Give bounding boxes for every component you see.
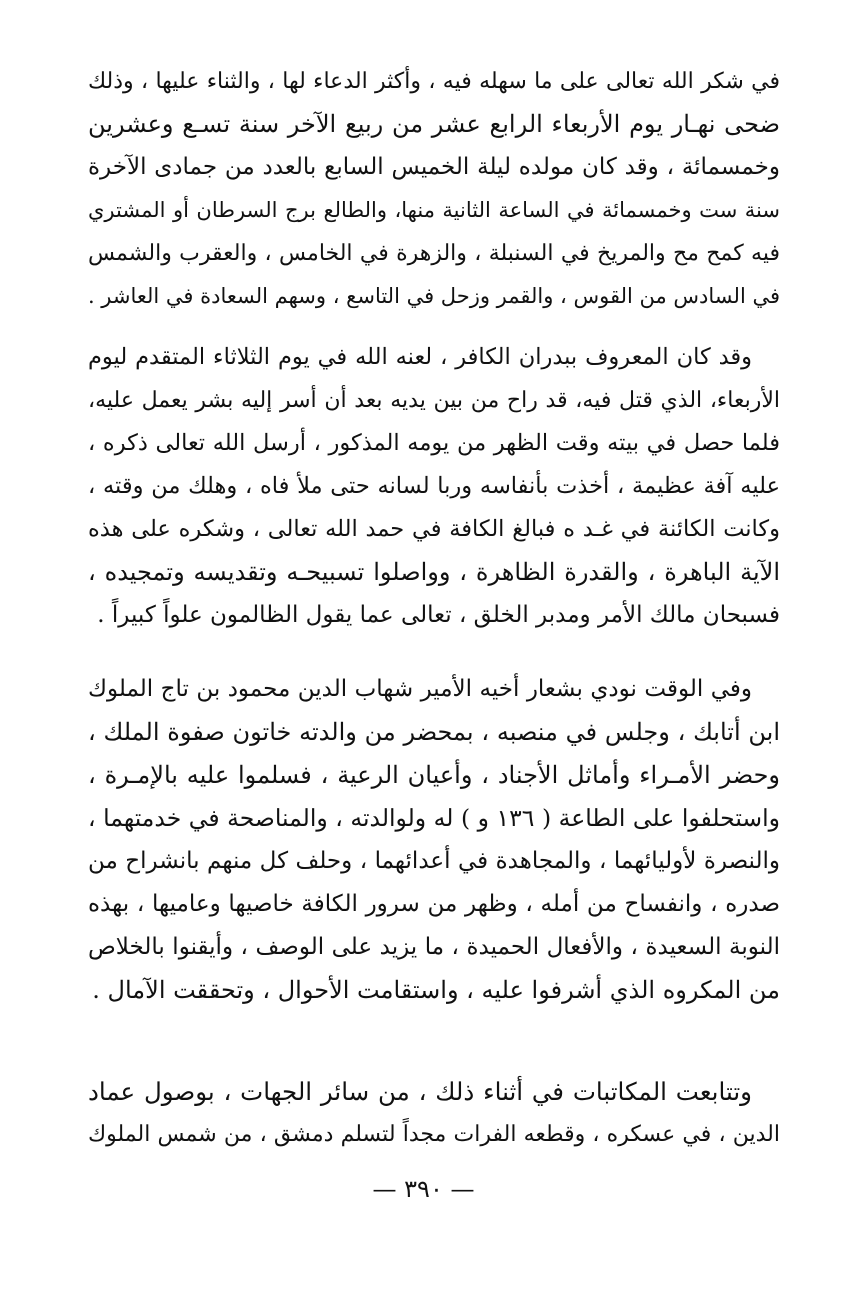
text-line: وقد كان المعروف ببدران الكافر ، لعنه الله في يوم الثلاثاء المتقدم ليوم: [88, 344, 752, 370]
text-line: سنة ست وخمسمائة في الساعة الثانية منها، والطالع برج السرطان أو المشتري: [88, 198, 780, 222]
text-line: عليه آفة عظيمة ، أخذت بأنفاسه وربا لسانه حتى ملأ فاه ، وهلك من وقته ،: [88, 473, 780, 499]
page-number: — ٣٩٠ —: [372, 1175, 475, 1203]
text-line: فسبحان مالك الأمر ومدبر الخلق ، تعالى عما يقول الظالمون علواً كبيراً .: [97, 602, 780, 628]
text-line: الدين ، في عسكره ، وقطعه الفرات مجداً لتسلم دمشق ، من شمس الملوك: [88, 1122, 780, 1147]
text-line: النوبة السعيدة ، والأفعال الحميدة ، ما يزيد على الوصف ، وأيقنوا بالخلاص: [88, 934, 780, 960]
text-line: وحضر الأمـراء وأماثل الأجناد ، وأعيان الرعية ، فسلموا عليه بالإمـرة ،: [88, 761, 780, 789]
text-line: وخمسمائة ، وقد كان مولده ليلة الخميس السابع بالعدد من جمادى الآخرة: [88, 154, 780, 180]
text-line: في شكر الله تعالى على ما سهله فيه ، وأكثر الدعاء لها ، والثناء عليها ، وذلك: [88, 69, 780, 94]
paragraph-4: [88, 1070, 780, 1156]
text-line: والنصرة لأوليائهما ، والمجاهدة في أعدائهما ، وحلف كل منهم بانشراح من: [88, 848, 780, 874]
text-line: فيه كمح مح والمريخ في السنبلة ، والزهرة في الخامس ، والعقرب والشمس: [88, 241, 780, 266]
text-line: فلما حصل في بيته وقت الظهر من يومه المذكور ، أرسل الله تعالى ذكره ،: [88, 430, 780, 456]
text-line: ضحى نهـار يوم الأربعاء الرابع عشر من ربيع الآخر سنة تسـع وعشرين: [88, 110, 780, 138]
paragraph-1: [88, 60, 780, 318]
text-line: ابن أتابك ، وجلس في منصبه ، بمحضر من والدته خاتون صفوة الملك ،: [88, 718, 780, 746]
paragraph-2: [88, 336, 780, 637]
paragraph-3: [88, 668, 780, 1012]
text-line: صدره ، وانفساح من أمله ، وظهر من سرور الكافة خاصيها وعاميها ، بهذه: [88, 891, 780, 917]
text-line: في السادس من القوس ، والقمر وزحل في التاسع ، وسهم السعادة في العاشر .: [88, 284, 780, 308]
text-line: واستحلفوا على الطاعة ( ١٣٦ و ) له ولوالدته ، والمناصحة في خدمتهما ،: [88, 804, 780, 832]
text-line: من المكروه الذي أشرفوا عليه ، واستقامت الأحوال ، وتحققت الآمال .: [92, 976, 780, 1004]
text-line: وتتابعت المكاتبات في أثناء ذلك ، من سائر الجهات ، بوصول عماد: [88, 1077, 752, 1106]
text-line: وكانت الكائنة في غـد ه فبالغ الكافة في حمد الله تعالى ، وشكره على هذه: [88, 516, 780, 542]
text-line: الأربعاء، الذي قتل فيه، قد راح من بين يديه بعد أن أسر إليه بشر يعمل عليه،: [88, 388, 780, 413]
text-line: الآية الباهرة ، والقدرة الظاهرة ، وواصلوا تسبيحـه وتقديسه وتمجيده ،: [88, 558, 780, 586]
text-line: وفي الوقت نودي بشعار أخيه الأمير شهاب الدين محمود بن تاج الملوك: [88, 676, 752, 702]
